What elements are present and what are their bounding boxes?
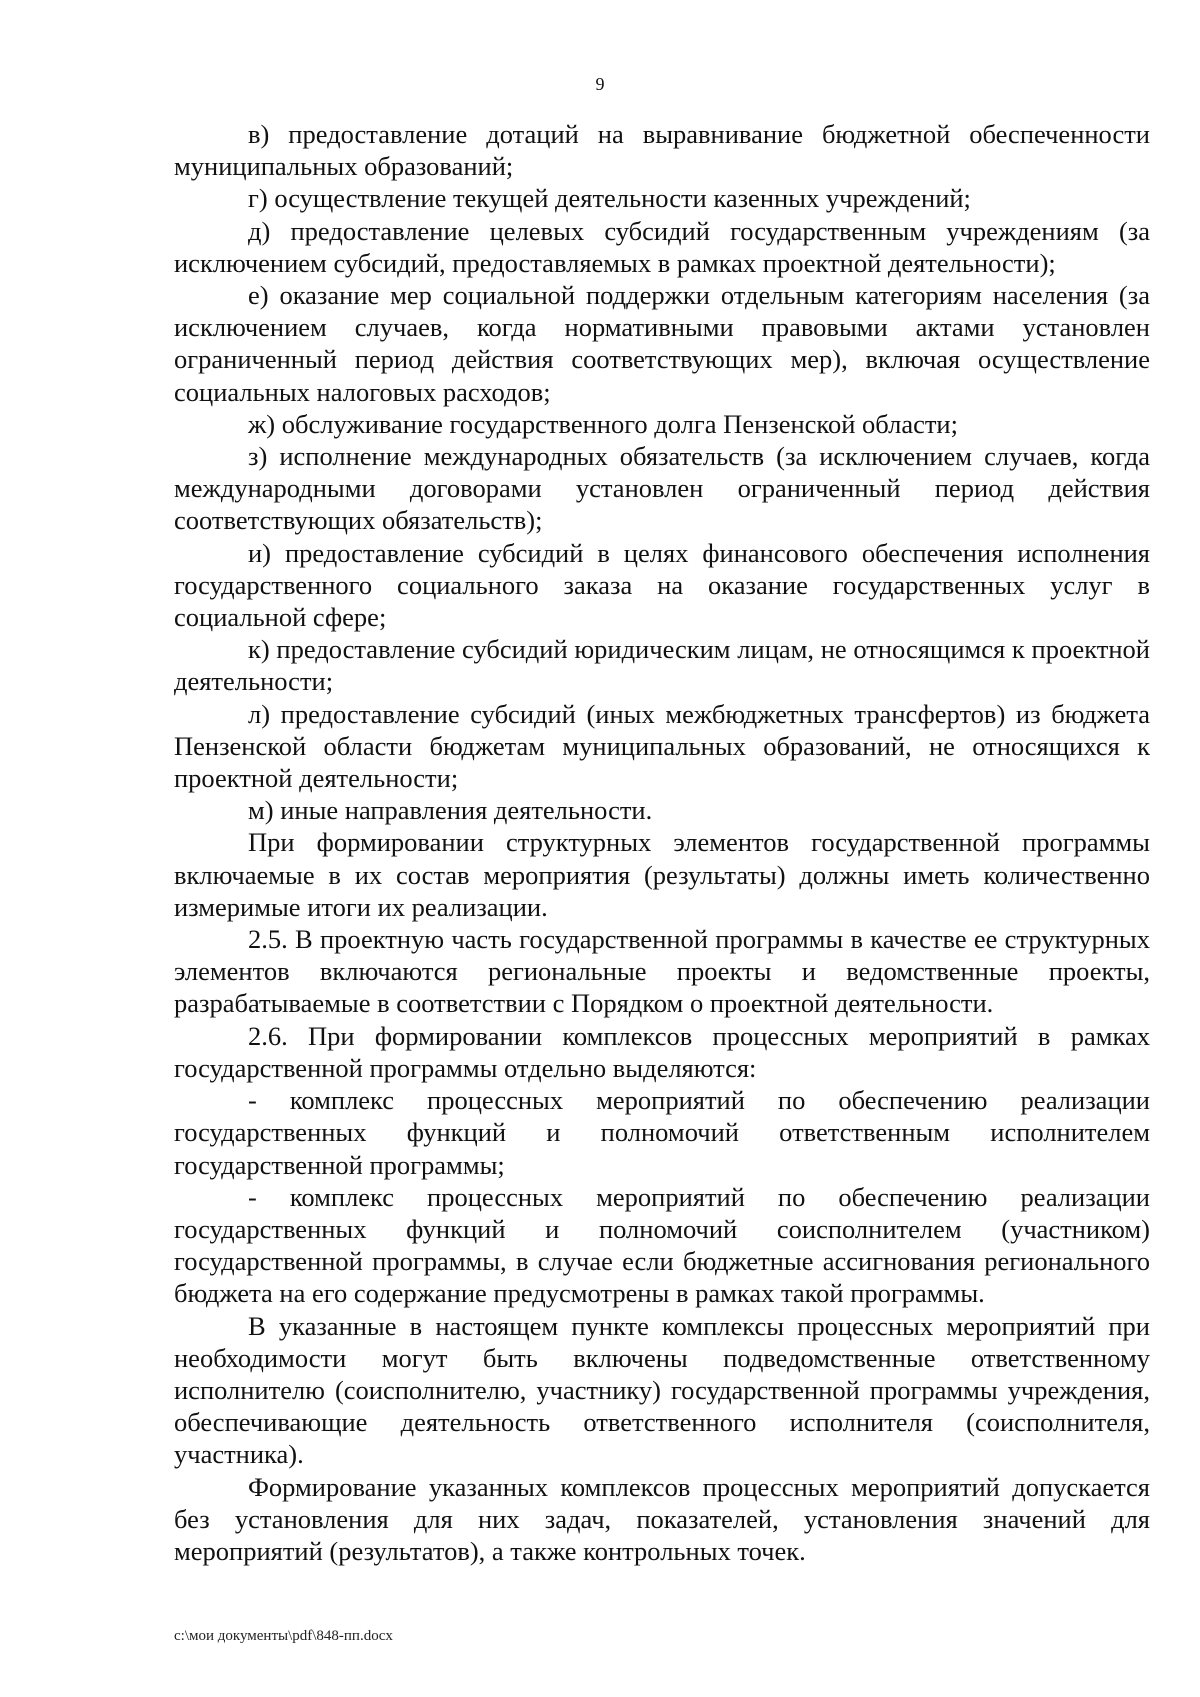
paragraph-item-k: к) предоставление субсидий юридическим лицам, не относящимся к проектной деятельности; (174, 634, 1150, 697)
paragraph-included-institutions: В указанные в настоящем пункте комплексы процессных мероприятий при необходимости могут быть включены подведомственные ответственному исполнителю (соисполнителю, участнику) государственной программы учреждения, обеспечивающие деятельность ответственного исполнителя (соисполнителя, участника). (174, 1310, 1150, 1470)
paragraph-dash-item-1: - комплекс процессных мероприятий по обеспечению реализации государственных функций и полномочий ответственным исполнителем государственной программы; (174, 1085, 1150, 1180)
paragraph-item-z: з) исполнение международных обязательств (за исключением случаев, когда международными договорами установлен ограниченный период действия соответствующих обязательств); (174, 441, 1150, 536)
paragraph-item-m: м) иные направления деятельности. (248, 795, 653, 826)
footer-file-path: c:\мои документы\pdf\848-пп.docx (174, 1628, 393, 1644)
paragraph-item-l: л) предоставление субсидий (иных межбюджетных трансфертов) из бюджета Пензенской области бюджетам муниципальных образований, не относящихся к проектной деятельности; (174, 698, 1150, 794)
paragraph-dash-item-2: - комплекс процессных мероприятий по обеспечению реализации государственных функций и полномочий соисполнителем (участником) государственной программы, в случае если бюджетные ассигнования регионального бюджета на его содержание предусмотрены в рамках такой программы. (174, 1181, 1150, 1309)
page-number: 9 (595, 74, 605, 94)
paragraph-item-zh: ж) обслуживание государственного долга Пензенской области; (248, 408, 958, 439)
paragraph-item-v: в) предоставление дотаций на выравнивание бюджетной обеспеченности муниципальных образований; (174, 119, 1150, 182)
paragraph-item-i: и) предоставление субсидий в целях финансового обеспечения исполнения государственного социального заказа на оказание государственных услуг в социальной сфере; (174, 537, 1150, 633)
paragraph-item-d: д) предоставление целевых субсидий государственным учреждениям (за исключением субсидий, предоставляемых в рамках проектной деятельности); (174, 215, 1150, 278)
document-body (174, 118, 1150, 1567)
paragraph-item-g: г) осуществление текущей деятельности казенных учреждений; (248, 183, 971, 214)
paragraph-formation-complexes: Формирование указанных комплексов процессных мероприятий допускается без установления для них задач, показателей, установления значений для мероприятий (результатов), а также контрольных точек. (174, 1471, 1150, 1566)
paragraph-item-e: е) оказание мер социальной поддержки отдельным категориям населения (за исключением случаев, когда нормативными правовыми актами установлен ограниченный период действия соответствующих мер), включая осуществление социальных налоговых расходов; (174, 280, 1150, 407)
paragraph-section-2-6: 2.6. При формировании комплексов процессных мероприятий в рамках государственной программы отдельно выделяются: (174, 1020, 1150, 1083)
paragraph-structural-elements: При формировании структурных элементов государственной программы включаемые в их состав мероприятия (результаты) должны иметь количественно измеримые итоги их реализации. (174, 827, 1150, 922)
paragraph-section-2-5: 2.5. В проектную часть государственной программы в качестве ее структурных элементов включаются региональные проекты и ведомственные проекты, разрабатываемые в соответствии с Порядком о проектной деятельности. (174, 924, 1150, 1019)
